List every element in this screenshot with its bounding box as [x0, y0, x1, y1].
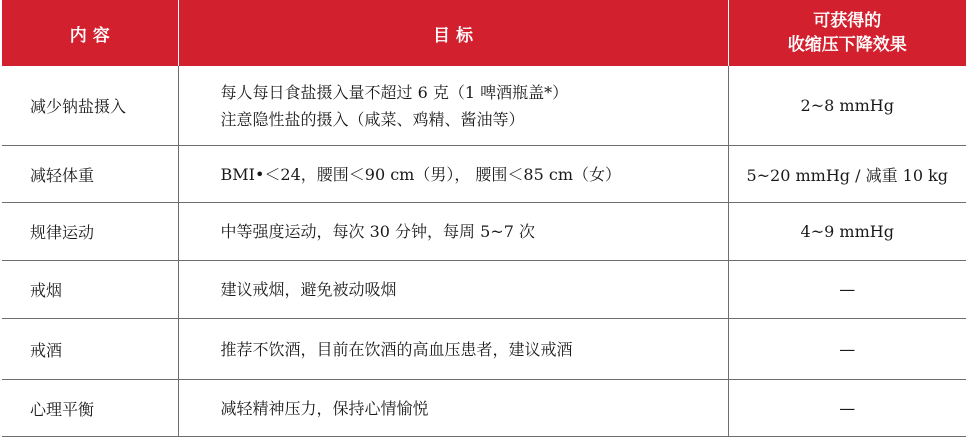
row-goal-line: 每人每日食盐摄入量不超过 6 克（1 啤酒瓶盖*）: [220, 82, 569, 102]
table-row: [2, 261, 966, 319]
row-goal: 减轻精神压力，保持心情愉悦: [178, 380, 728, 437]
table-row: [2, 146, 966, 203]
row-effect: [728, 380, 966, 437]
row-goal-line: 注意隐性盐的摄入（咸菜、鸡精、酱油等）: [220, 109, 525, 129]
em-dash-placeholder: —: [839, 339, 856, 359]
row-content: 戒烟: [2, 261, 178, 319]
row-goal: 中等强度运动，每次 30 分钟，每周 5~7 次: [178, 203, 728, 261]
row-goal: BMI•＜24，腰围＜90 cm（男）， 腰围＜85 cm（女）: [178, 146, 728, 203]
table-row: [2, 203, 966, 261]
table-row: [2, 380, 966, 437]
row-content: 心理平衡: [2, 380, 178, 437]
table-row: [2, 319, 966, 380]
lifestyle-intervention-table: [2, 0, 966, 437]
row-content: 规律运动: [2, 203, 178, 261]
em-dash-placeholder: —: [839, 280, 856, 299]
header-goal: 目 标: [178, 0, 728, 66]
row-goal: 建议戒烟，避免被动吸烟: [178, 261, 728, 319]
row-effect: 5~20 mmHg / 减重 10 kg: [728, 146, 966, 203]
row-effect: 2~8 mmHg: [728, 66, 966, 146]
row-goal: 推荐不饮酒，目前在饮酒的高血压患者，建议戒酒: [178, 319, 728, 380]
row-content: 减少钠盐摄入: [2, 66, 178, 146]
header-effect-line1: 可获得的: [813, 11, 882, 31]
row-content: 戒酒: [2, 319, 178, 380]
row-effect: [728, 319, 966, 380]
header-effect-line2: 收缩压下降效果: [787, 35, 907, 55]
table-header-row: [2, 0, 966, 66]
row-goal: [178, 66, 728, 146]
header-content: 内 容: [2, 0, 178, 66]
header-effect: [728, 0, 966, 66]
row-effect: [728, 261, 966, 319]
em-dash-placeholder: —: [839, 398, 856, 418]
table-row: [2, 66, 966, 146]
row-effect: 4~9 mmHg: [728, 203, 966, 261]
row-content: 减轻体重: [2, 146, 178, 203]
